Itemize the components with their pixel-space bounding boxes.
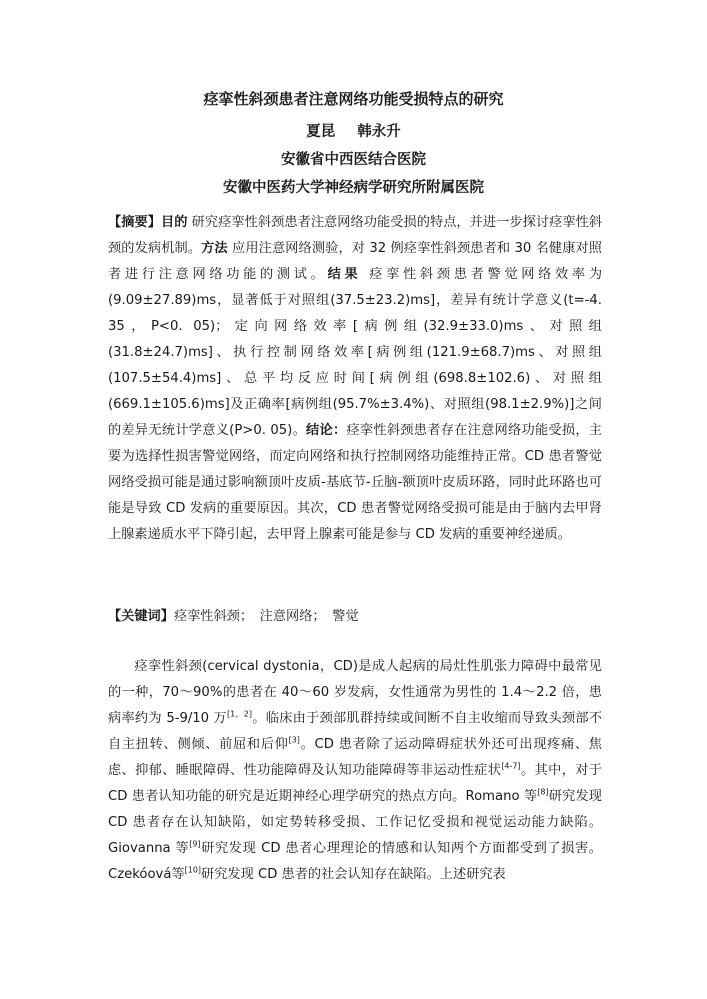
citation: [8] — [537, 787, 549, 797]
objective-label: 目的 — [160, 215, 188, 230]
conclusion-text: 痉挛性斜颈患者存在注意网络功能受损，主要为选择性损害警觉网络，而定向网络和执行控制网络功能维持正常。CD 患者警觉网络受损可能是通过影响额顶叶皮质-基底节-丘脑-额顶叶皮质环路，同时此环路也可能是导致 CD 发病的重要原因。其次，CD 患者警觉网络受损可能是由于脑内去甲肾上腺素递质水平下降引起，去甲肾上腺素可能是参与 CD 发病的重要神经递质。 — [108, 423, 602, 542]
conclusion-label: 结论： — [306, 423, 347, 438]
author-name: 夏昆 — [306, 124, 336, 140]
keywords-label: 【关键词】 — [108, 609, 174, 624]
abstract-label: 【摘要】 — [108, 215, 161, 230]
author-line — [0, 120, 707, 141]
paper-title: 痉挛性斜颈患者注意网络功能受损特点的研究 — [203, 90, 504, 108]
intro-sentence: 研究发现 CD 患者心理理论的情感和认知两个方面都受到了损害。Czekóová等 — [108, 841, 602, 882]
intro-sentence: 痉挛性斜颈(cervical dystonia，CD)是成人起病的局灶性肌张力障碍中最常见的一种，70～90%的患者在 40～60 岁发病，女性通常为男性的 1.4～2.2 倍，患病率约为 5-9/10 万 — [108, 659, 602, 726]
citation: [9] — [189, 839, 201, 849]
citation: [10] — [184, 865, 202, 875]
keywords — [108, 604, 602, 630]
author-name: 韩永升 — [357, 124, 401, 140]
citation: [3] — [288, 735, 300, 745]
objective-text: 研究痉挛性斜颈患者注意网络功能受损的特点，并进一步探讨痉挛性斜颈的发病机制。 — [108, 215, 602, 256]
abstract — [108, 210, 602, 548]
methods-label: 方法 — [201, 241, 228, 256]
keywords-text: 痉挛性斜颈； 注意网络； 警觉 — [173, 609, 359, 624]
intro-sentence: 研究发现 CD 患者的社会认知存在缺陷。上述研究表 — [201, 867, 506, 882]
citation: [4-7] — [501, 761, 521, 771]
intro-sentence: 。临床由于颈部肌群持续或间断不自主收缩而导致头颈部不自主扭转、侧倾、前屈和后仰 — [108, 711, 603, 752]
intro-sentence: 。CD 患者除了运动障碍症状外还可出现疼痛、焦虑、抑郁、睡眠障碍、性功能障碍及认知功能障碍等非运动性症状 — [108, 737, 602, 778]
results-text: 痉挛性斜颈患者警觉网络效率为(9.09±27.89)ms，显著低于对照组(37.5±23.2)ms]，差异有统计学意义(t=-4. 35，P<0. 05)；定向网络效率[病例组(32.9±33.0)ms、对照组(31.8±24.7)ms]、执行控制网络效率[病例组(121.9±68.7)ms、对照组(107.5±54.4)ms]、总平均反应时间[病例组(698.8±102.6)、对照组(669.1±105.6)ms]及正确率[病例组(95.7%±3.4%)、对照组(98.1±2.9%)]之间的差异无统计学意义(P>0. 05)。 — [108, 267, 603, 438]
intro-paragraph — [108, 654, 602, 888]
results-label: 结果 — [327, 267, 362, 282]
methods-text: 应用注意网络测验，对 32 例痉挛性斜颈患者和 30 名健康对照者进行注意网络功能的测试。 — [108, 241, 602, 282]
citation: [1，2] — [227, 709, 252, 719]
affiliation: 安徽中医药大学神经病学研究所附属医院 — [223, 180, 484, 196]
intro-sentence: 。其中，对于 CD 患者认知功能的研究是近期神经心理学研究的热点方向。Romano 等 — [108, 763, 602, 804]
intro-sentence: 研究发现 CD 患者存在认知缺陷，如定势转移受损、工作记忆受损和视觉运动能力缺陷。Giovanna 等 — [108, 789, 602, 856]
affiliation: 安徽省中西医结合医院 — [281, 152, 426, 168]
